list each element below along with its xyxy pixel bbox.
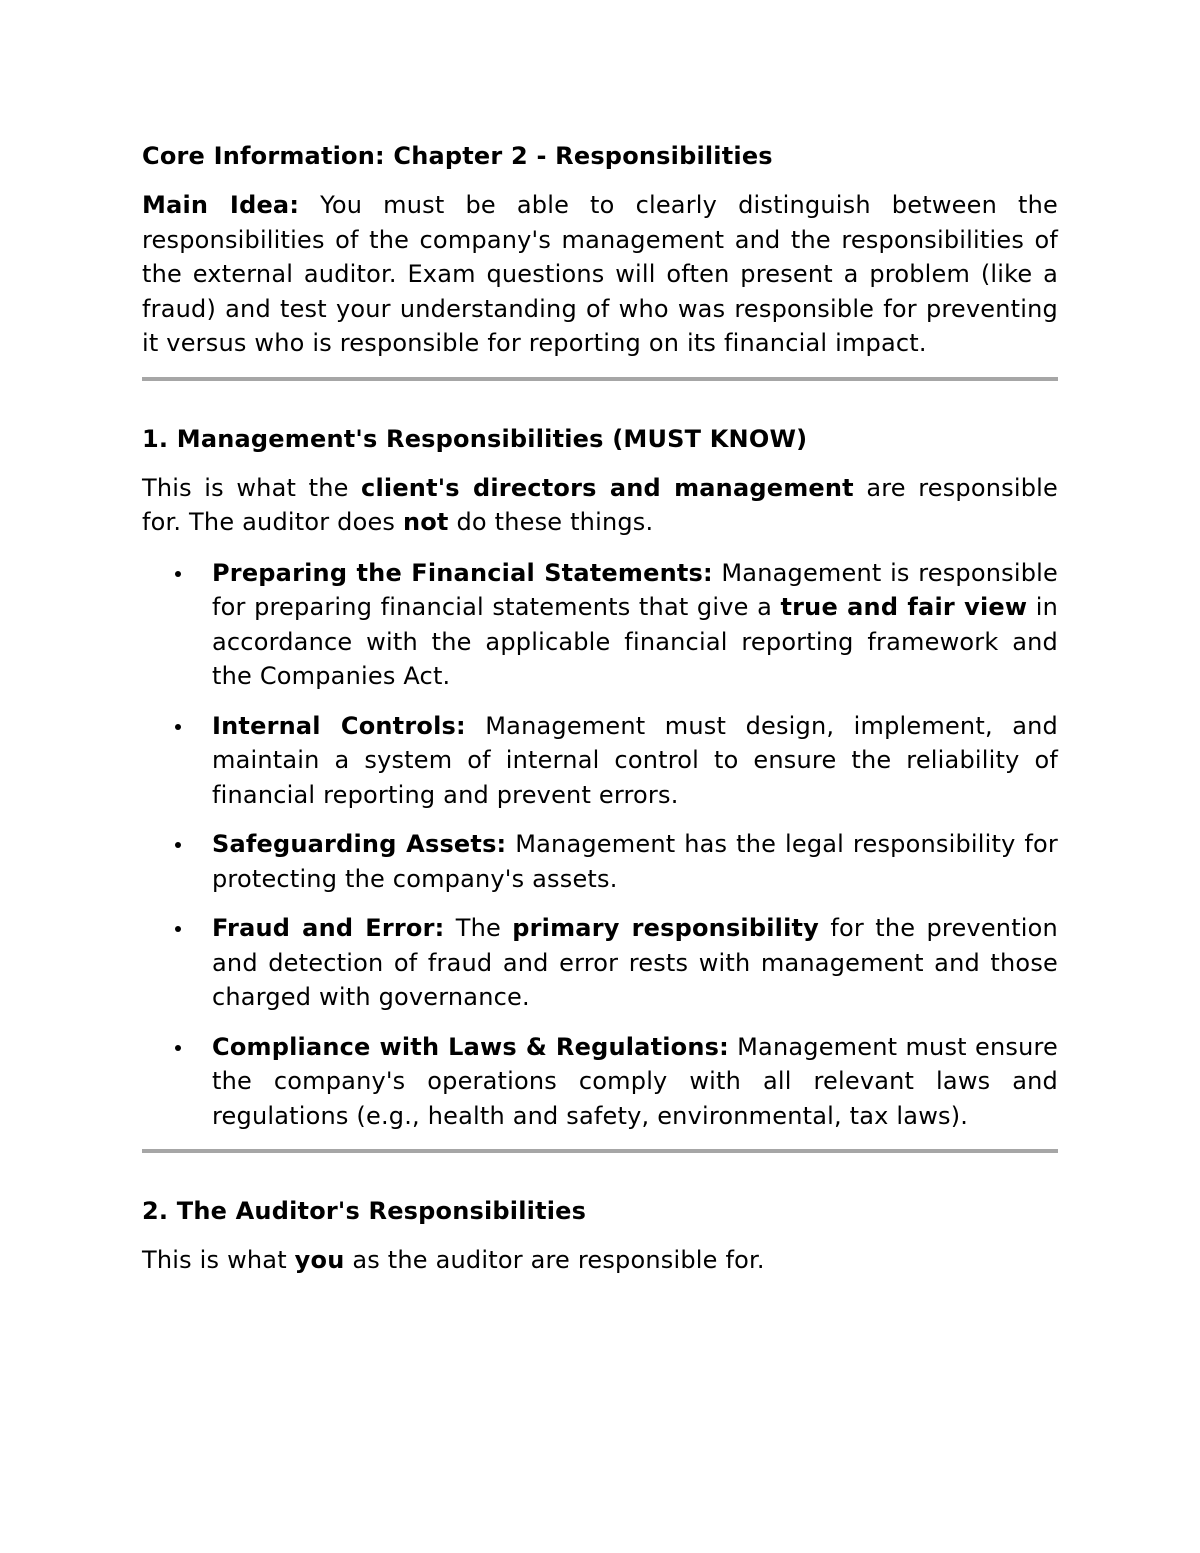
intro-text-1: This is what — [142, 1246, 295, 1274]
list-item-fraud-and-error — [142, 911, 1058, 1015]
main-idea-label: Main Idea: — [142, 191, 300, 219]
section-heading-auditor: 2. The Auditor's Responsibilities — [142, 1197, 587, 1225]
intro-bold-1: client's directors and management — [361, 473, 854, 502]
intro-text-3: do these things. — [448, 508, 654, 536]
list-item-text: Management has the legal responsibility for protecting the company's assets. — [212, 830, 1058, 893]
intro-text-1: This is what the — [142, 473, 362, 502]
main-idea-text: You must be able to clearly distinguish between the responsibilities of the company's management and the responsibilities of the external auditor. Exam questions will often present a problem (like a fraud) and test your understanding of who was responsible for preventing it versus who is responsible for reporting on its financial impact. — [142, 191, 1058, 357]
list-item-text: Management must ensure the company's operations comply with all relevant laws and regulations (e.g., health and safety, environmental, tax laws). — [212, 1032, 1058, 1130]
list-item-safeguarding-assets — [142, 827, 1058, 896]
list-item-text: Management is responsible for preparing financial statements that give a — [212, 558, 1058, 621]
list-item-text: Management must design, implement, and maintain a system of internal control to ensure the reliability of financial reporting and prevent errors. — [212, 711, 1058, 809]
list-item-label: Compliance with Laws & Regulations: — [212, 1032, 729, 1061]
list-item-bold: true and fair view — [780, 593, 1028, 621]
intro-text-2: as the auditor are responsible for. — [344, 1246, 765, 1274]
section-intro-management — [142, 471, 1058, 540]
list-item-text: The — [444, 914, 513, 942]
bullet-icon — [175, 842, 181, 848]
bullet-icon — [175, 724, 181, 730]
list-item-bold: primary responsibility — [512, 914, 820, 942]
list-item-compliance-laws-regulations — [142, 1030, 1058, 1134]
section-heading-management: 1. Management's Responsibilities (MUST KNOW) — [142, 424, 808, 453]
intro-bold-2: not — [402, 508, 449, 536]
list-item-label: Safeguarding Assets: — [212, 830, 507, 858]
section-divider-1 — [142, 377, 1058, 381]
intro-bold-1: you — [294, 1246, 345, 1274]
section-divider-2 — [142, 1149, 1058, 1153]
document-page — [142, 138, 1058, 1294]
list-item-text: for the prevention and detection of fraud and error rests with management and those charged with governance. — [212, 914, 1058, 1011]
bullet-icon — [175, 1045, 181, 1051]
list-item-label: Preparing the Financial Statements: — [212, 558, 713, 587]
list-item-label: Fraud and Error: — [212, 914, 445, 942]
list-item-internal-controls — [142, 709, 1058, 813]
bullet-icon — [175, 926, 181, 932]
list-item-preparing-financial-statements — [142, 556, 1058, 694]
management-responsibilities-list — [142, 556, 1058, 1134]
intro-text-2: are responsible for. The auditor does — [142, 473, 1058, 536]
bullet-icon — [175, 571, 181, 577]
list-item-text: in accordance with the applicable financial reporting framework and the Companies Act. — [212, 593, 1058, 690]
list-item-label: Internal Controls: — [212, 711, 466, 740]
main-idea-paragraph — [142, 188, 1058, 361]
document-title: Core Information: Chapter 2 - Responsibilities — [142, 142, 773, 170]
section-intro-auditor — [142, 1243, 1058, 1278]
